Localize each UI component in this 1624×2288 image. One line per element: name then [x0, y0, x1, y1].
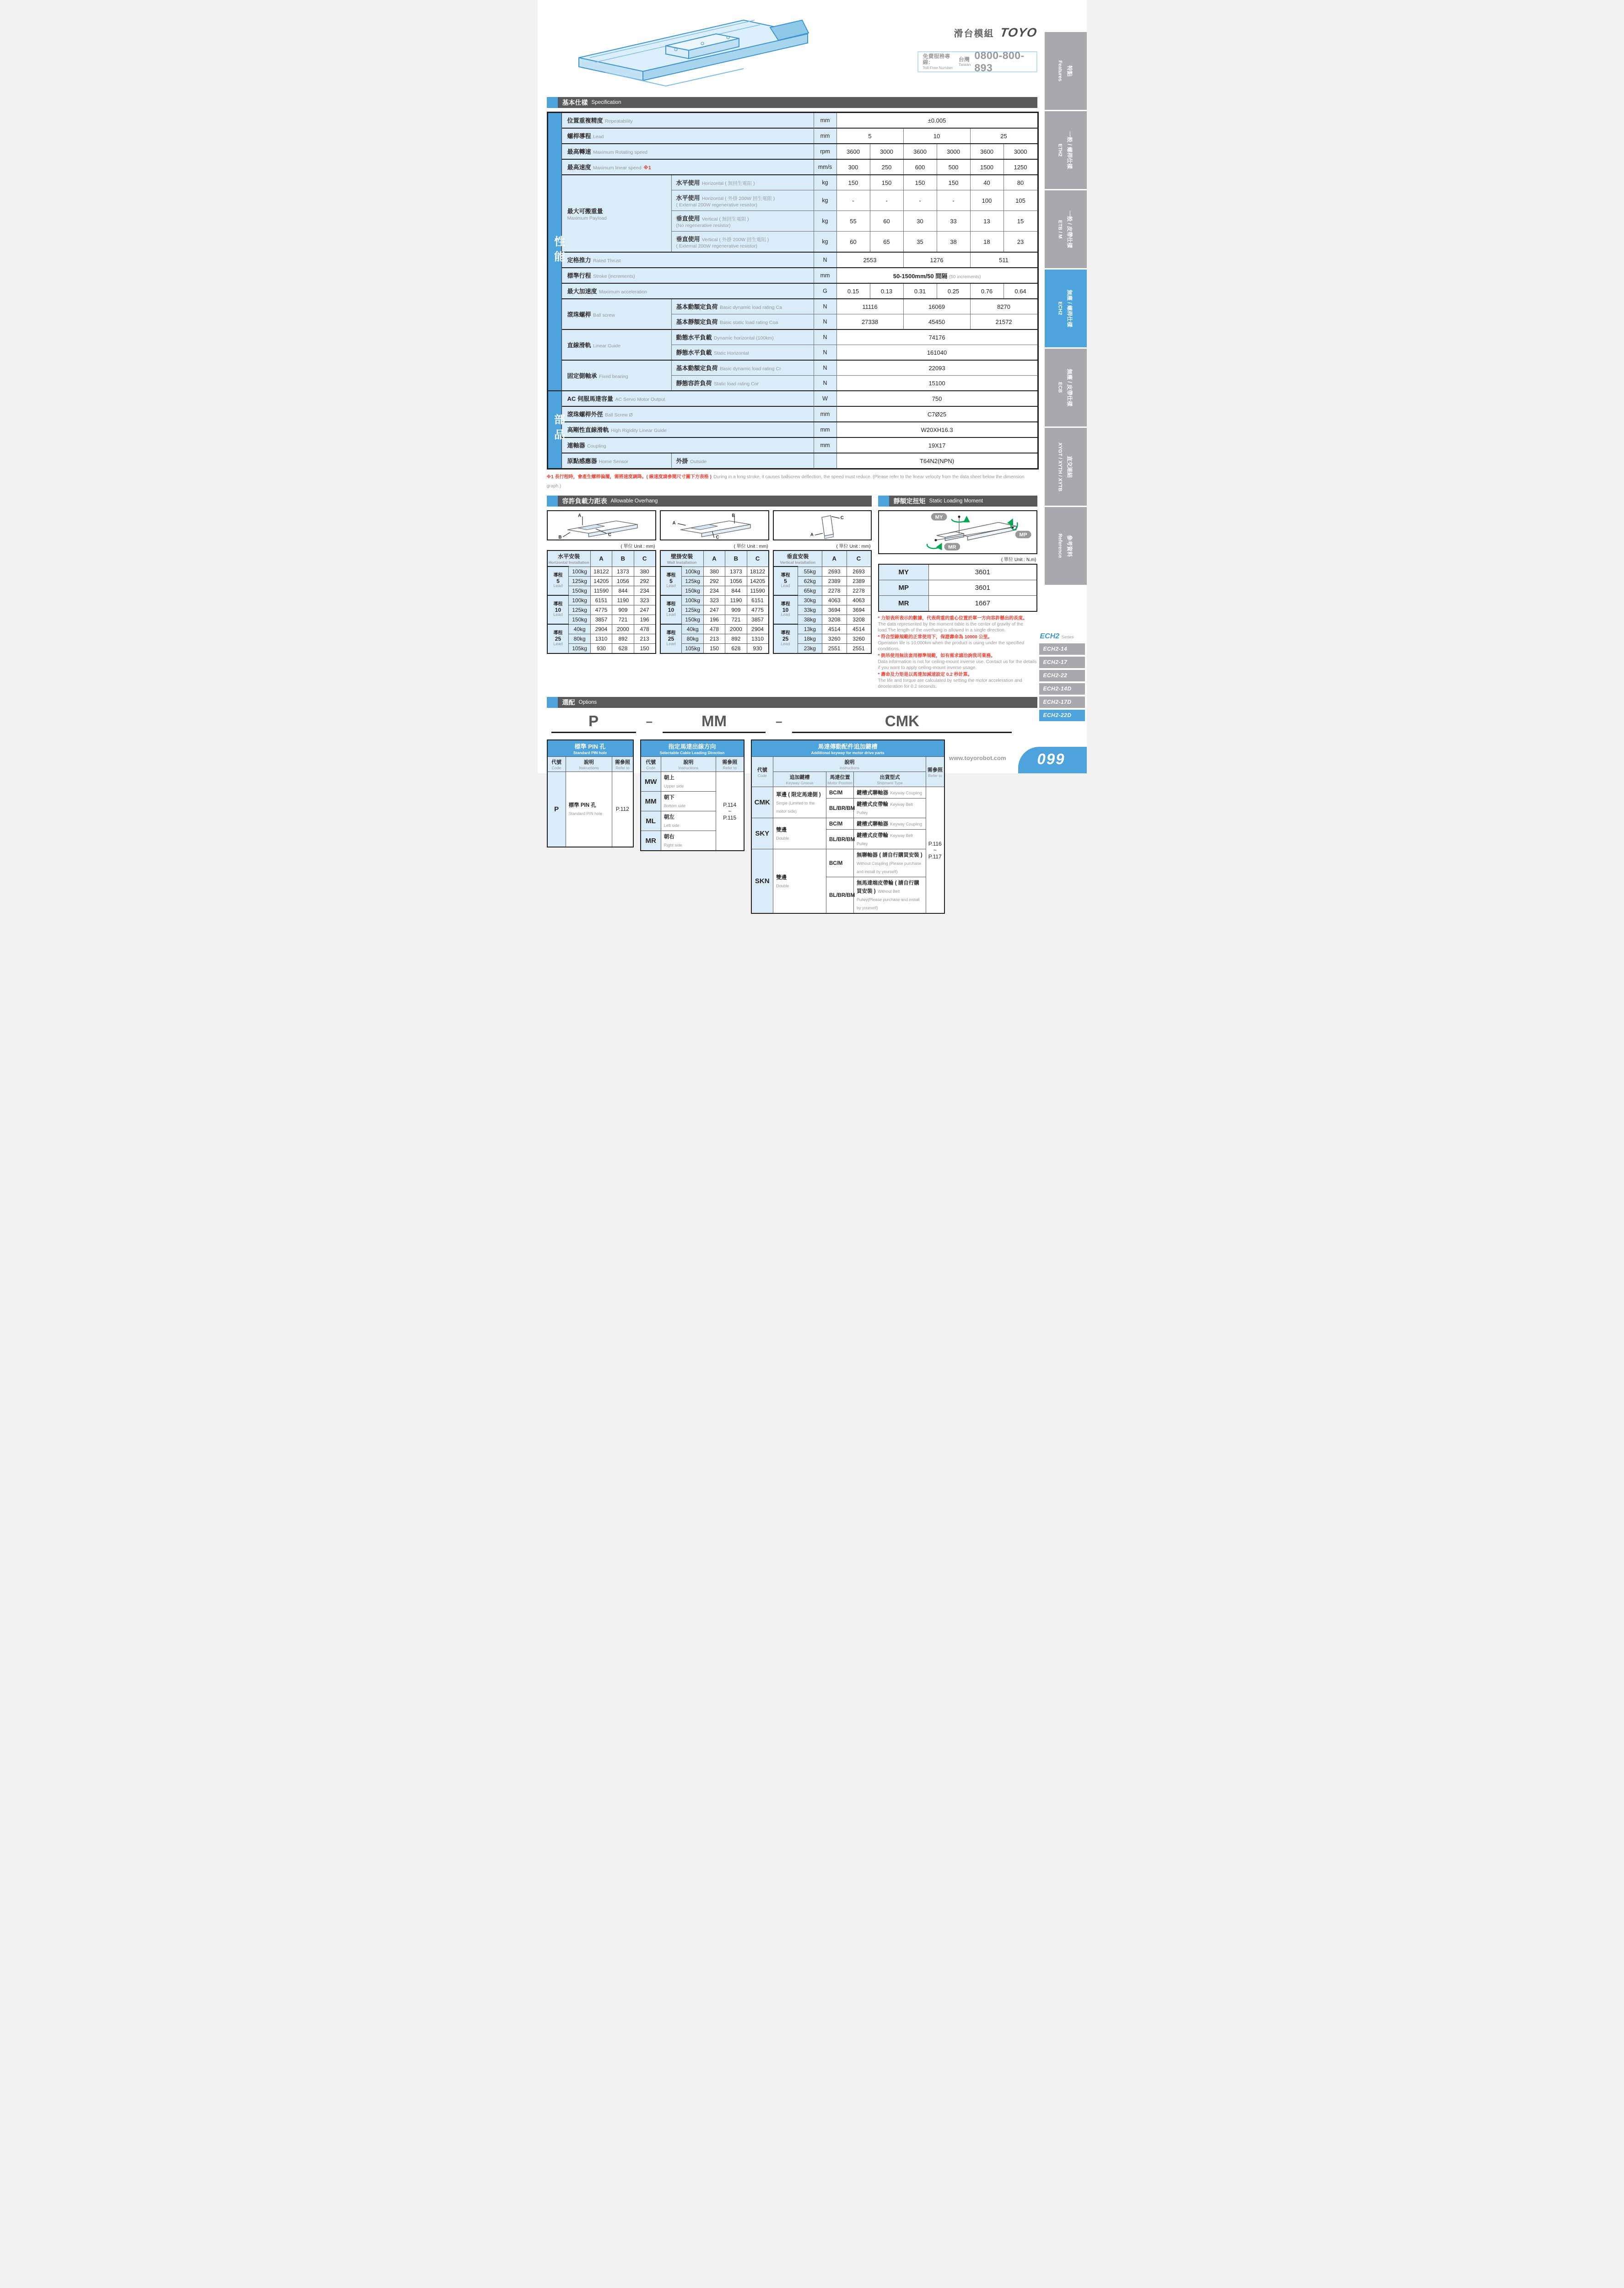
overhang-table-0	[547, 510, 656, 654]
moment-section-header	[878, 496, 1037, 507]
sidebar-tab-label: 無塵 / 皮帶仕樣	[1066, 368, 1073, 406]
overhang-value-cell: 2389	[847, 576, 871, 586]
overhang-value-cell: 909	[612, 605, 634, 615]
overhang-value-cell: 3694	[822, 605, 847, 615]
spec-row-guide-static: 靜態水平負載 Static Horizontal N 161040	[547, 345, 1038, 361]
series-list	[1039, 632, 1085, 723]
overhang-row	[773, 624, 871, 634]
sidebar-tab-label: 直交連結	[1066, 455, 1073, 478]
overhang-value-cell: 2000	[612, 624, 634, 634]
spec-row-thrust: 定格推力 Rated Thrust N 2553 1276 511	[547, 252, 1038, 268]
overhang-weight-cell: 100kg	[569, 567, 590, 576]
overhang-value-cell: 14205	[747, 576, 768, 586]
right-tab-sidebar	[1045, 32, 1087, 586]
overhang-weight-cell: 80kg	[682, 634, 703, 643]
overhang-value-cell: 18122	[590, 567, 612, 576]
model-code-pin: P	[551, 712, 636, 733]
model-code-dash: –	[646, 714, 653, 728]
model-code-keyway: CMK	[792, 712, 1012, 733]
overhang-value-cell: 844	[725, 586, 747, 595]
options-section-header	[547, 697, 1037, 708]
svg-text:A: A	[577, 513, 581, 518]
overhang-value-cell: 3208	[822, 615, 847, 624]
spec-row-repeatability: 性能 位置重複精度 Repeatability mm ±0.005	[547, 113, 1038, 129]
overhang-lead-cell: 導程 5 Lead	[773, 567, 798, 595]
series-item-ech2-14d[interactable]: ECH2-14D	[1039, 683, 1085, 695]
overhang-section-header	[547, 496, 872, 507]
moment-badge-mr	[944, 543, 960, 550]
overhang-weight-cell: 105kg	[569, 643, 590, 653]
tollfree-region-en: Taiwan	[958, 62, 971, 67]
overhang-value-cell: 478	[634, 624, 655, 634]
overhang-value-cell: 292	[634, 576, 655, 586]
moment-note-en: Operation life is 10,000km when the product is using under the specified conditions.	[878, 641, 1025, 652]
spec-row-coupling: 連軸器 Coupling mm 19X17	[547, 437, 1038, 453]
overhang-weight-cell: 150kg	[682, 586, 703, 595]
sidebar-tab-code: XYGT / XYTH / XYTB	[1057, 442, 1063, 491]
model-code	[551, 712, 1037, 733]
spec-footnote: ※1 長行程時，會產生螺桿偏擺，需將速度調降。( 線速度請參閱尺寸圖下方表格 ) During in a long stroke, it causes ballscrew deflection, the speed must reduce. (Please refer to the linear velocity from the data sheet below the dimension graph.)	[546, 475, 1025, 489]
tollfree-label-zh: 免費服務專線：	[923, 53, 950, 66]
spec-title-zh: 基本仕樣	[562, 99, 588, 106]
overhang-value-cell: 4063	[847, 595, 871, 605]
overhang-weight-cell: 150kg	[569, 586, 590, 595]
accent-square-icon	[547, 496, 558, 507]
accent-square-icon	[878, 496, 889, 507]
overhang-value-cell: 213	[703, 634, 725, 643]
overhang-weight-cell: 38kg	[798, 615, 822, 624]
overhang-value-cell: 4063	[822, 595, 847, 605]
overhang-weight-cell: 65kg	[798, 586, 822, 595]
overhang-value-cell: 3260	[822, 634, 847, 643]
overhang-lead-cell: 導程 10 Lead	[773, 595, 798, 624]
overhang-value-cell: 196	[634, 615, 655, 624]
overhang-value-cell: 1373	[725, 567, 747, 576]
model-code-dash: –	[775, 714, 782, 728]
moment-diagram	[878, 510, 1037, 554]
option-row-cmk-1: CMK 單邊 ( 限定馬達側 ) Single (Limited to the motor side) BC/M 鍵槽式聯軸器 Keyway Coupling P.116 ~ P.117	[751, 787, 944, 799]
option-table-pin: 標準 PIN 孔 Standard PIN hole 代號 Code 說明 Instructions 需參照 Refer to P 標準 PIN 孔 Standard PIN hole P.112	[547, 739, 634, 847]
tollfree-region-zh: 台灣	[958, 56, 970, 63]
option-row-ml: ML 朝左 Left side	[641, 811, 744, 831]
option-table-keyway: 馬達傳動配件追加鍵槽 Additional keyway for motor drive parts 代號 Code 說明 instructions 需參照 Refer to 追加鍵槽 Keyway Groove 馬達位置 Motor Position 出貨型式 Shipment Type CMK 單邊 ( 限定馬達側 ) Single (Limited to the motor side) BC/M 鍵槽式聯軸器 Keyway Coupling P.116 ~ P.117 BL/BR/BM 鍵槽式皮帶輪 Keyway Belt Pulley SKY 雙邊 Double BC/M 鍵槽式聯軸器 Keyway Coupling BL/BR/BM 鍵槽式皮帶輪 Keyway Belt Pulley SKN 雙邊 Double BC/M 無聯軸器 ( 請自行購買安裝 ) Without Coupling (Please purchase and install by yourself) BL/BR/BM 無馬達端皮帶輪 ( 請自行購買安裝 ) Without Belt Pulley(Please purchase and install by yourself)	[751, 739, 945, 914]
overhang-weight-cell: 150kg	[682, 615, 703, 624]
tollfree-box	[917, 51, 1037, 72]
accent-square-icon	[547, 697, 558, 708]
overhang-value-cell: 2693	[822, 567, 847, 576]
sidebar-tab-code: Features	[1057, 60, 1063, 81]
sidebar-tab-eth2[interactable]	[1045, 111, 1087, 189]
spec-section-header	[547, 97, 1037, 108]
overhang-table-1	[660, 510, 769, 654]
moment-note-zh: * 倒吊使用無法套用標準規範，如有需求請洽詢我司業務。	[878, 653, 996, 658]
overhang-value-cell: 628	[725, 643, 747, 653]
spec-row-payload-h2: 水平使用 Horizontal ( 外掛 200W 回生電阻 ) ( External 200W regenerative resistor) kg - - - - 100 105	[547, 190, 1038, 211]
spec-row-screw-diameter: 滾珠螺桿外徑 Ball Screw Ø mm C7Ø25	[547, 406, 1038, 422]
overhang-value-cell: 234	[634, 586, 655, 595]
overhang-weight-cell: 105kg	[682, 643, 703, 653]
moment-note	[878, 653, 1037, 671]
series-buttons	[1039, 643, 1085, 721]
spec-row-payload-h1: 最大可搬重量 Maximum Payload 水平使用 Horizontal ( 無回生電阻 ) kg 150 150 150 150 40 80	[547, 175, 1038, 190]
overhang-value-cell: 380	[634, 567, 655, 576]
overhang-unit-note: ( 單位 Unit : mm)	[836, 544, 871, 549]
overhang-value-cell: 2278	[822, 586, 847, 595]
spec-row-lead: 螺桿導程 Lead mm 5 10 25	[547, 128, 1038, 144]
product-illustration	[551, 4, 844, 95]
model-code-cable: MM	[663, 712, 766, 733]
page-number: 099	[1037, 750, 1065, 767]
spec-group-performance: 性能	[547, 113, 561, 391]
spec-row-bearing-cr: 固定側軸承 Fixed bearing 基本動額定負荷 Basic dynamic load rating Cr N 22093	[547, 360, 1038, 376]
overhang-value-cell: 721	[612, 615, 634, 624]
svg-text:C: C	[840, 515, 844, 521]
moment-note	[878, 634, 1037, 652]
overhang-lead-cell: 導程 5 Lead	[547, 567, 569, 595]
overhang-weight-cell: 100kg	[682, 567, 703, 576]
overhang-value-cell: 4514	[822, 624, 847, 634]
overhang-lead-cell: 導程 10 Lead	[660, 595, 682, 624]
overhang-value-cell: 3857	[590, 615, 612, 624]
spec-row-linear-speed: 最高速度 Maximum linear speed ※1 mm/s 300 250 600 500 1500 1250	[547, 159, 1038, 175]
svg-text:C: C	[715, 535, 719, 540]
option-row-sky-1: SKY 雙邊 Double BC/M 鍵槽式聯軸器 Keyway Coupling	[751, 818, 944, 830]
overhang-weight-cell: 13kg	[798, 624, 822, 634]
overhang-value-cell: 213	[634, 634, 655, 643]
options-section	[547, 697, 1037, 914]
overhang-weight-cell: 33kg	[798, 605, 822, 615]
product-family-title: 滑台模組	[954, 29, 994, 39]
overhang-row	[547, 595, 656, 605]
overhang-title-en: Allowable Overhang	[610, 498, 658, 504]
catalog-page	[538, 0, 1087, 910]
overhang-value-cell: 247	[634, 605, 655, 615]
series-item-ech2-22d[interactable]: ECH2-22D	[1039, 710, 1085, 721]
spec-row-bearing-cor: 靜態容許負荷 Static load rating Cor N 15100	[547, 376, 1038, 391]
overhang-value-cell: 1373	[612, 567, 634, 576]
overhang-col-header: B	[725, 550, 747, 567]
svg-text:C: C	[608, 532, 611, 538]
overhang-weight-cell: 18kg	[798, 634, 822, 643]
moment-note-en: The data represented by the moment table is the center of gravity of the load.The length of the overhang is allowed in a single direction.	[878, 622, 1023, 633]
overhang-value-cell: 2551	[822, 643, 847, 653]
accent-square-icon	[547, 97, 558, 108]
overhang-weight-cell: 55kg	[798, 567, 822, 576]
tollfree-label-en: Toll-Free Number	[923, 65, 953, 70]
overhang-lead-cell: 導程 25 Lead	[660, 624, 682, 653]
sidebar-tab-label: 特點	[1066, 65, 1073, 76]
overhang-weight-cell: 30kg	[798, 595, 822, 605]
option-row-pin-p: P 標準 PIN 孔 Standard PIN hole P.112	[547, 772, 633, 847]
overhang-value-cell: 721	[725, 615, 747, 624]
overhang-value-cell: 2389	[822, 576, 847, 586]
moment-note-zh: * 力矩表所表示的數據，代表荷重的重心位置於單一方向容許懸出的長度。	[878, 616, 1028, 621]
moment-row-mr: MR 1667	[879, 596, 1037, 612]
overhang-row	[773, 595, 871, 605]
series-item-ech2-22[interactable]: ECH2-22	[1039, 670, 1085, 681]
overhang-install-type: 水平安裝 Horizontal Installation	[547, 550, 591, 567]
series-item-ech2-17[interactable]: ECH2-17	[1039, 657, 1085, 668]
overhang-value-cell: 4775	[747, 605, 768, 615]
overhang-weight-cell: 125kg	[682, 605, 703, 615]
overhang-value-cell: 3208	[847, 615, 871, 624]
page-number-tab	[1018, 747, 1087, 773]
spec-row-rotating-speed: 最高轉速 Maximum Rotating speed rpm 3600 3000 3600 3000 3600 3000	[547, 144, 1038, 159]
overhang-value-cell: 478	[703, 624, 725, 634]
spec-row-servo: 部品 AC 伺服馬達容量 AC Servo Motor Output W 750	[547, 391, 1038, 406]
sidebar-tab-code: ECB	[1057, 382, 1063, 393]
overhang-value-cell: 150	[703, 643, 725, 653]
overhang-weight-cell: 40kg	[569, 624, 590, 634]
overhang-value-cell: 6151	[747, 595, 768, 605]
spec-row-stroke: 標準行程 Stroke (increments) mm 50-1500mm/50 間隔 (50 increments)	[547, 268, 1038, 283]
overhang-value-cell: 1056	[725, 576, 747, 586]
overhang-install-type: 壁掛安裝 Wall Installation	[660, 550, 704, 567]
overhang-table-2	[773, 510, 872, 654]
spec-row-rigid-guide: 高剛性直線滑軌 High Rigidity Linear Guide mm W20XH16.3	[547, 422, 1038, 437]
overhang-lead-cell: 導程 10 Lead	[547, 595, 569, 624]
sidebar-tab-code: ETB / M	[1057, 220, 1063, 239]
overhang-value-cell: 380	[703, 567, 725, 576]
spec-row-acceleration: 最大加速度 Maximum acceleration G 0.15 0.13 0.31 0.25 0.76 0.64	[547, 283, 1038, 299]
spec-table	[547, 112, 1039, 469]
overhang-value-cell: 2278	[847, 586, 871, 595]
svg-text:A: A	[810, 532, 814, 538]
overhang-value-cell: 14205	[590, 576, 612, 586]
overhang-value-cell: 18122	[747, 567, 768, 576]
svg-text:MP: MP	[1019, 532, 1027, 538]
toyo-logo: TOYO	[999, 26, 1038, 39]
moment-title-zh: 靜額定扭矩	[893, 497, 926, 505]
moment-row-mp: MP 3601	[879, 580, 1037, 596]
overhang-value-cell: 323	[703, 595, 725, 605]
spec-row-home-sensor: 原點感應器 Home Sensor 外掛 Outside T64N2(NPN)	[547, 453, 1038, 469]
overhang-weight-cell: 62kg	[798, 576, 822, 586]
overhang-value-cell: 11590	[590, 586, 612, 595]
overhang-row	[660, 624, 769, 634]
overhang-row	[547, 624, 656, 634]
overhang-col-header: A	[822, 550, 847, 567]
overhang-value-cell: 628	[612, 643, 634, 653]
overhang-value-cell: 3694	[847, 605, 871, 615]
overhang-value-cell: 1190	[612, 595, 634, 605]
overhang-lead-cell: 導程 5 Lead	[660, 567, 682, 595]
overhang-value-cell: 1190	[725, 595, 747, 605]
overhang-value-cell: 234	[703, 586, 725, 595]
overhang-value-cell: 930	[590, 643, 612, 653]
spec-row-payload-v2: 垂直使用 Vertical ( 外掛 200W 回生電阻 ) ( External 200W regenerative resistor) kg 60 65 35 38 18 23	[547, 232, 1038, 253]
overhang-value-cell: 3857	[747, 615, 768, 624]
overhang-col-header: B	[612, 550, 634, 567]
overhang-value-cell: 6151	[590, 595, 612, 605]
option-row-mr: MR 朝右 Right side	[641, 831, 744, 851]
sidebar-tab-label: 參考資料	[1066, 534, 1073, 557]
moment-row-my: MY 3601	[879, 564, 1037, 580]
option-row-skn-1: SKN 雙邊 Double BC/M 無聯軸器 ( 請自行購買安裝 ) Without Coupling (Please purchase and install by yourself)	[751, 849, 944, 877]
overhang-col-header: C	[847, 550, 871, 567]
overhang-data-table-0	[547, 550, 656, 654]
overhang-lead-cell: 導程 25 Lead	[773, 624, 798, 653]
overhang-value-cell: 2904	[590, 624, 612, 634]
sidebar-tab-xygt-xyth-xytb[interactable]	[1045, 428, 1087, 506]
sidebar-tab-ech2[interactable]	[1045, 270, 1087, 347]
overhang-data-table-2	[773, 550, 872, 654]
overhang-value-cell: 323	[634, 595, 655, 605]
moment-note	[878, 672, 1037, 690]
overhang-value-cell: 292	[703, 576, 725, 586]
overhang-value-cell: 844	[612, 586, 634, 595]
moment-note	[878, 615, 1037, 633]
overhang-value-cell: 150	[634, 643, 655, 653]
overhang-weight-cell: 125kg	[569, 605, 590, 615]
sidebar-tab-label: 無塵 / 螺桿仕樣	[1066, 289, 1073, 327]
option-row-mw: MW 朝上 Upper side P.114 ~ P.115	[641, 772, 744, 792]
overhang-value-cell: 196	[703, 615, 725, 624]
overhang-diagram-2	[773, 510, 872, 540]
moment-table	[878, 564, 1037, 612]
overhang-unit-note: ( 單位 Unit : mm)	[734, 544, 768, 549]
moment-note-en: The life and torque are calculated by setting the motor acceleration and deceleration for 0.2 seconds.	[878, 678, 1022, 689]
sidebar-tab-label: 一般 / 螺桿仕樣	[1066, 131, 1073, 169]
overhang-value-cell: 1310	[747, 634, 768, 643]
options-title-en: Options	[578, 700, 597, 705]
overhang-row	[660, 567, 769, 576]
overhang-value-cell: 909	[725, 605, 747, 615]
overhang-weight-cell: 40kg	[682, 624, 703, 634]
overhang-value-cell: 892	[612, 634, 634, 643]
overhang-tables	[547, 510, 872, 654]
sidebar-tab-etb-m[interactable]	[1045, 190, 1087, 268]
moment-note-zh: * 符合型錄規範的正常使用下，保證壽命為 10000 公里。	[878, 635, 993, 640]
option-row-cmk-2: BL/BR/BM 鍵槽式皮帶輪 Keyway Belt Pulley	[751, 799, 944, 818]
sidebar-tab-code: ETH2	[1057, 143, 1063, 157]
spec-row-ballscrew-coa: 基本靜額定負荷 Basic static load rating Coa N 27338 45450 21572	[547, 314, 1038, 330]
moment-badge-mp	[1015, 531, 1031, 538]
spec-row-guide-dynamic: 直線滑軌 Linear Guide 動態水平負載 Dynamic horizontal (100km) N 74176	[547, 329, 1038, 345]
page-header	[547, 0, 1037, 97]
website-url: www.toyorobot.com	[949, 755, 1006, 761]
sidebar-tab-reference[interactable]	[1045, 507, 1087, 585]
overhang-lead-cell: 導程 25 Lead	[547, 624, 569, 653]
overhang-col-header: C	[747, 550, 768, 567]
spec-row-payload-v1: 垂直使用 Vertical ( 無回生電阻 ) (No regenerative resistor) kg 55 60 30 33 13 15	[547, 211, 1038, 232]
moment-title-en: Static Loading Moment	[929, 498, 983, 504]
spec-title-en: Specification	[591, 100, 621, 105]
series-item-ech2-14[interactable]: ECH2-14	[1039, 643, 1085, 655]
overhang-value-cell: 247	[703, 605, 725, 615]
overhang-diagram-0	[547, 510, 656, 540]
overhang-col-header: A	[590, 550, 612, 567]
sidebar-tab-ecb[interactable]	[1045, 349, 1087, 426]
sidebar-tab-code: Reference	[1057, 534, 1063, 558]
overhang-weight-cell: 100kg	[682, 595, 703, 605]
overhang-value-cell: 1056	[612, 576, 634, 586]
overhang-value-cell: 2904	[747, 624, 768, 634]
spec-row-ballscrew-ca: 滾珠螺桿 Ball screw 基本動額定負荷 Basic dynamic load rating Ca N 11116 16069 8270	[547, 299, 1038, 314]
svg-text:A: A	[672, 521, 675, 526]
overhang-weight-cell: 100kg	[569, 595, 590, 605]
moment-badge-my	[931, 513, 947, 520]
overhang-value-cell: 1310	[590, 634, 612, 643]
overhang-data-table-1	[660, 550, 769, 654]
overhang-title-zh: 容許負載力距表	[562, 497, 607, 505]
sidebar-tab-label: 一般 / 皮帶仕樣	[1066, 210, 1073, 248]
overhang-diagram-1	[660, 510, 769, 540]
series-title: ECH2 Series	[1040, 632, 1074, 640]
overhang-weight-cell: 125kg	[682, 576, 703, 586]
svg-text:MY: MY	[935, 514, 943, 520]
overhang-value-cell: 2551	[847, 643, 871, 653]
overhang-row	[773, 567, 871, 576]
moment-note-zh: * 壽命及力矩是以馬達加減速設定 0.2 秒計算。	[878, 672, 972, 677]
option-row-mm: MM 朝下 Bottom side	[641, 792, 744, 811]
moment-note-en: Data information is not for ceiling-mount inverse use. Contact us for the details if you want to apply ceiling-mount inverse usage.	[878, 659, 1037, 670]
overhang-install-type: 垂直安裝 Vertical Installation	[773, 550, 822, 567]
sidebar-tab-features[interactable]	[1045, 32, 1087, 110]
overhang-unit-note: ( 單位 Unit : mm)	[620, 544, 655, 549]
overhang-weight-cell: 80kg	[569, 634, 590, 643]
option-row-sky-2: BL/BR/BM 鍵槽式皮帶輪 Keyway Belt Pulley	[751, 830, 944, 849]
moment-notes	[878, 615, 1037, 690]
overhang-weight-cell: 150kg	[569, 615, 590, 624]
moment-unit-note: ( 單位 Unit : N.m)	[1001, 557, 1036, 562]
spec-group-parts: 部品	[547, 391, 561, 469]
overhang-value-cell: 2000	[725, 624, 747, 634]
svg-text:B: B	[558, 535, 562, 540]
option-table-cable: 指定馬達出線方向 Selectable Cable Leading Direction 代號 Code 說明 Instructions 需參照 Refer to MW 朝上 Upper side P.114 ~ P.115 MM 朝下 Bottom side ML 朝左 Left side MR 朝右 Right side	[640, 739, 745, 851]
overhang-col-header: C	[634, 550, 655, 567]
svg-text:B: B	[731, 513, 735, 518]
options-title-zh: 選配	[562, 699, 575, 706]
series-item-ech2-17d[interactable]: ECH2-17D	[1039, 696, 1085, 708]
overhang-value-cell: 930	[747, 643, 768, 653]
sidebar-tab-code: ECH2	[1057, 302, 1063, 315]
tollfree-number: 0800-800-893	[974, 49, 1025, 74]
svg-text:MR: MR	[948, 544, 956, 550]
option-row-skn-2: BL/BR/BM 無馬達端皮帶輪 ( 請自行購買安裝 ) Without Belt Pulley(Please purchase and install by yourself)	[751, 877, 944, 914]
overhang-value-cell: 4775	[590, 605, 612, 615]
overhang-col-header: A	[703, 550, 725, 567]
overhang-weight-cell: 125kg	[569, 576, 590, 586]
overhang-row	[547, 567, 656, 576]
overhang-row	[660, 595, 769, 605]
overhang-weight-cell: 23kg	[798, 643, 822, 653]
overhang-value-cell: 3260	[847, 634, 871, 643]
overhang-value-cell: 892	[725, 634, 747, 643]
overhang-value-cell: 4514	[847, 624, 871, 634]
overhang-value-cell: 11590	[747, 586, 768, 595]
overhang-value-cell: 2693	[847, 567, 871, 576]
